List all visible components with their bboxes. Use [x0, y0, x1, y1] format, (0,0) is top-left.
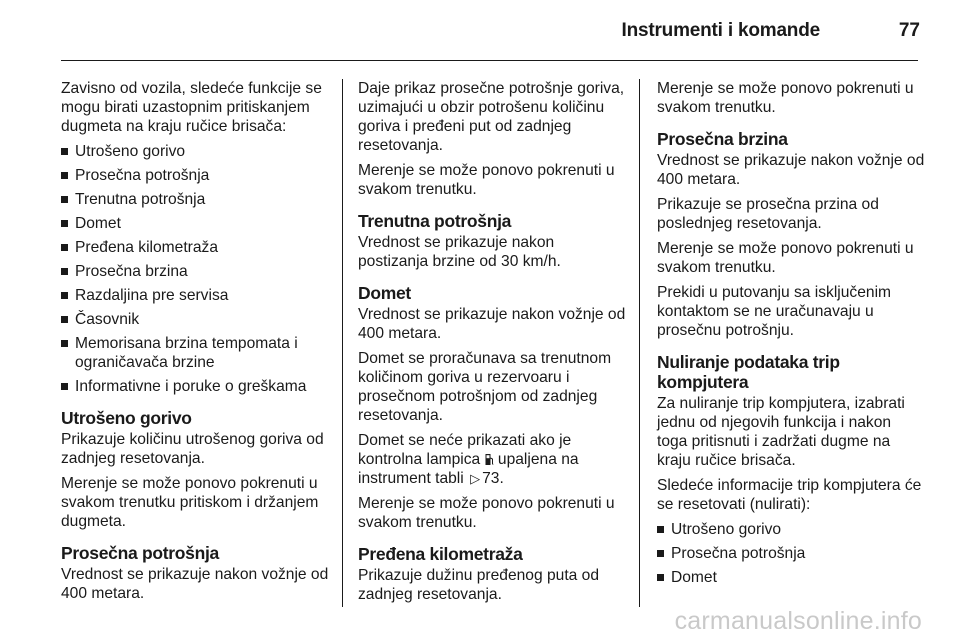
- heading-range: Domet: [358, 283, 411, 303]
- header-divider: [61, 60, 918, 61]
- paragraph-text: upaljena na instrument tabli: [358, 451, 579, 487]
- paragraph: Merenje se može ponovo pokrenuti u svakom trenutku.: [657, 240, 914, 276]
- paragraph: Prikazuje dužinu pređenog puta od zadnjeg resetovanja.: [358, 567, 600, 603]
- intro-paragraph: Zavisno od vozila, sledeće funkcije se mogu birati uzastopnim pritiskanjem dugmeta na kraju ručice brisača:: [61, 80, 322, 135]
- paragraph: Prikazuje količinu utrošenog goriva od zadnjeg resetovanja.: [61, 431, 324, 467]
- page-number: 77: [898, 20, 920, 41]
- paragraph-text: Domet se neće prikazati ako je kontrolna lampica: [358, 432, 572, 468]
- heading-distance-travelled: Pređena kilometraža: [358, 544, 523, 564]
- list-item: Pređena kilometraža: [61, 238, 331, 257]
- column-3: [657, 79, 925, 593]
- paragraph: Merenje se može ponovo pokrenuti u svakom trenutku pritiskom i držanjem dugmeta.: [61, 475, 319, 530]
- paragraph: Vrednost se prikazuje nakon vožnje od 400 metara.: [657, 152, 925, 188]
- list-item: Informativne i poruke o greškama: [61, 377, 331, 396]
- paragraph: Vrednost se prikazuje nakon vožnje od 400 metara.: [358, 306, 626, 342]
- list-item: Memorisana brzina tempomata i ograničavača brzine: [61, 334, 331, 372]
- column-2: [358, 79, 626, 610]
- list-item: Prosečna potrošnja: [657, 544, 925, 563]
- running-header-title: Instrumenti i komande: [621, 20, 820, 41]
- list-item: Trenutna potrošnja: [61, 190, 331, 209]
- heading-current-consumption: Trenutna potrošnja: [358, 211, 512, 231]
- paragraph: Merenje se može ponovo pokrenuti u svakom trenutku.: [657, 80, 914, 116]
- paragraph: Za nuliranje trip kompjutera, izabrati jednu od njegovih funkcija i nakon toga pritisnuti i zadržati dugme na kraju ručice brisača.: [657, 395, 905, 469]
- list-item: Razdaljina pre servisa: [61, 286, 331, 305]
- paragraph: Sledeće informacije trip kompjutera će se resetovati (nulirati):: [657, 477, 922, 513]
- paragraph: Daje prikaz prosečne potrošnje goriva, uzimajući u obzir potrošenu količinu goriva i pređeni put od zadnjeg resetovanja.: [358, 80, 625, 154]
- list-item: Utrošeno gorivo: [657, 520, 925, 539]
- list-item: Prosečna brzina: [61, 262, 331, 281]
- watermark: carmanualsonline.info: [674, 607, 922, 635]
- heading-reset-trip-computer: Nuliranje podataka trip kompjutera: [657, 352, 840, 392]
- paragraph: Vrednost se prikazuje nakon postizanja brzine od 30 km/h.: [358, 234, 561, 270]
- paragraph: Merenje se može ponovo pokrenuti u svakom trenutku.: [358, 162, 615, 198]
- list-item: Časovnik: [61, 310, 331, 329]
- column-1: [61, 79, 331, 609]
- list-item: Utrošeno gorivo: [61, 142, 331, 161]
- paragraph-with-icon: [358, 431, 626, 488]
- column-divider-2: [639, 79, 640, 607]
- function-list: [61, 142, 331, 396]
- list-item: Prosečna potrošnja: [61, 166, 331, 185]
- heading-used-fuel: Utrošeno gorivo: [61, 408, 192, 428]
- paragraph: Prekidi u putovanju sa isključenim kontaktom se ne uračunavaju u prosečnu potrošnju.: [657, 284, 892, 339]
- heading-average-speed: Prosečna brzina: [657, 129, 788, 149]
- list-item: Domet: [657, 568, 925, 587]
- cross-reference-arrow-icon: ▷: [470, 471, 481, 486]
- paragraph: Domet se proračunava sa trenutnom količinom goriva u rezervoaru i prosečnom potrošnjom od zadnjeg resetovanja.: [358, 350, 612, 424]
- heading-average-consumption: Prosečna potrošnja: [61, 543, 219, 563]
- fuel-pump-icon: [485, 453, 494, 466]
- reset-list: [657, 520, 925, 587]
- column-divider-1: [342, 79, 343, 607]
- list-item: Domet: [61, 214, 331, 233]
- paragraph: Vrednost se prikazuje nakon vožnje od 400 metara.: [61, 566, 329, 602]
- paragraph: Prikazuje se prosečna przina od poslednjeg resetovanja.: [657, 196, 879, 232]
- cross-reference-page[interactable]: 73.: [482, 470, 504, 487]
- paragraph: Merenje se može ponovo pokrenuti u svakom trenutku.: [358, 495, 615, 531]
